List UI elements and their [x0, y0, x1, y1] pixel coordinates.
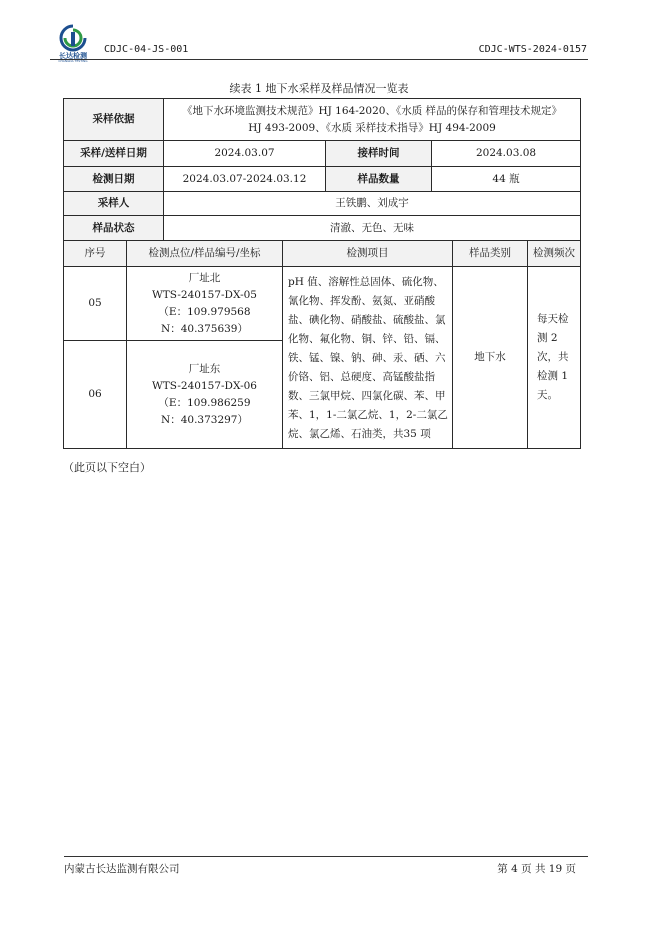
logo-mark-icon	[58, 24, 88, 52]
test-items: pH 值、溶解性总固体、硫化物、氰化物、挥发酚、氨氮、亚硝酸盐、碘化物、硝酸盐、硫酸盐、氯化物、氟化物、铜、锌、铅、镉、铁、锰、镍、钠、砷、汞、硒、六价铬、铝、总硬度、高锰酸盐指数、三氯甲烷、四氯化碳、苯、甲苯、1，1-二氯乙烷、1，2-二氯乙烷、氯乙烯、石油类，共35 项	[283, 267, 453, 449]
basis-label: 采样依据	[64, 99, 164, 141]
sample-qty-value: 44 瓶	[432, 167, 581, 192]
row-site	[127, 341, 283, 449]
doc-code-left: CDJC-04-JS-001	[104, 44, 189, 55]
sample-detail-table	[63, 240, 581, 449]
basis-line-2: HJ 493-2009、《水质 采样技术指导》HJ 494-2009	[248, 121, 496, 134]
blank-below-note: （此页以下空白）	[63, 461, 151, 474]
sampler-label: 采样人	[64, 192, 164, 216]
col-header-frequency: 检测频次	[528, 241, 581, 267]
test-frequency: 每天检测 2 次，共检测 1 天。	[528, 267, 581, 449]
sample-date-value: 2024.03.07	[164, 141, 326, 167]
sample-code: WTS-240157-DX-06	[152, 379, 257, 392]
sampler-value: 王铁鹏、刘成宇	[164, 192, 581, 216]
col-header-items: 检测项目	[283, 241, 453, 267]
company-logo	[50, 24, 96, 62]
receive-date-value: 2024.03.08	[432, 141, 581, 167]
sample-qty-label: 样品数量	[326, 167, 432, 192]
coord-e: （E：109.979568	[158, 305, 251, 318]
info-row-dates	[64, 141, 581, 167]
basis-value	[164, 99, 581, 141]
info-row-state	[64, 216, 581, 241]
row-no: 06	[64, 341, 127, 449]
sample-date-label: 采样/送样日期	[64, 141, 164, 167]
state-value: 清澈、无色、无味	[164, 216, 581, 241]
footer-page-number: 第 4 页 共 19 页	[497, 863, 576, 875]
row-no: 05	[64, 267, 127, 341]
info-row-basis	[64, 99, 581, 141]
info-row-test	[64, 167, 581, 192]
coord-e: （E：109.986259	[158, 396, 251, 409]
row-site	[127, 267, 283, 341]
sample-code: WTS-240157-DX-05	[152, 288, 257, 301]
table-row	[64, 267, 581, 341]
doc-code-right: CDJC-WTS-2024-0157	[478, 44, 587, 55]
info-row-sampler	[64, 192, 581, 216]
col-header-no: 序号	[64, 241, 127, 267]
sampling-info-table	[63, 98, 581, 241]
site-name: 厂址东	[188, 362, 221, 375]
state-label: 样品状态	[64, 216, 164, 241]
col-header-site: 检测点位/样品编号/坐标	[127, 241, 283, 267]
col-header-category: 样品类别	[453, 241, 528, 267]
detail-header-row	[64, 241, 581, 267]
basis-line-1: 《地下水环境监测技术规范》HJ 164-2020、《水质 样品的保存和管理技术规定》	[181, 104, 563, 117]
coord-n: N：40.373297）	[161, 413, 248, 426]
test-date-value: 2024.03.07-2024.03.12	[164, 167, 326, 192]
site-name: 厂址北	[188, 271, 221, 284]
coord-n: N：40.375639）	[161, 322, 248, 335]
footer-company: 内蒙古长达监测有限公司	[64, 863, 180, 875]
logo-text: 长达检测	[59, 52, 87, 60]
footer-divider	[64, 856, 588, 857]
sample-category: 地下水	[453, 267, 528, 449]
header-divider	[50, 59, 588, 60]
receive-date-label: 接样时间	[326, 141, 432, 167]
logo-subtext: CHANGDA TESTING	[58, 59, 88, 63]
test-date-label: 检测日期	[64, 167, 164, 192]
table-caption: 续表 1 地下水采样及样品情况一览表	[229, 82, 409, 95]
